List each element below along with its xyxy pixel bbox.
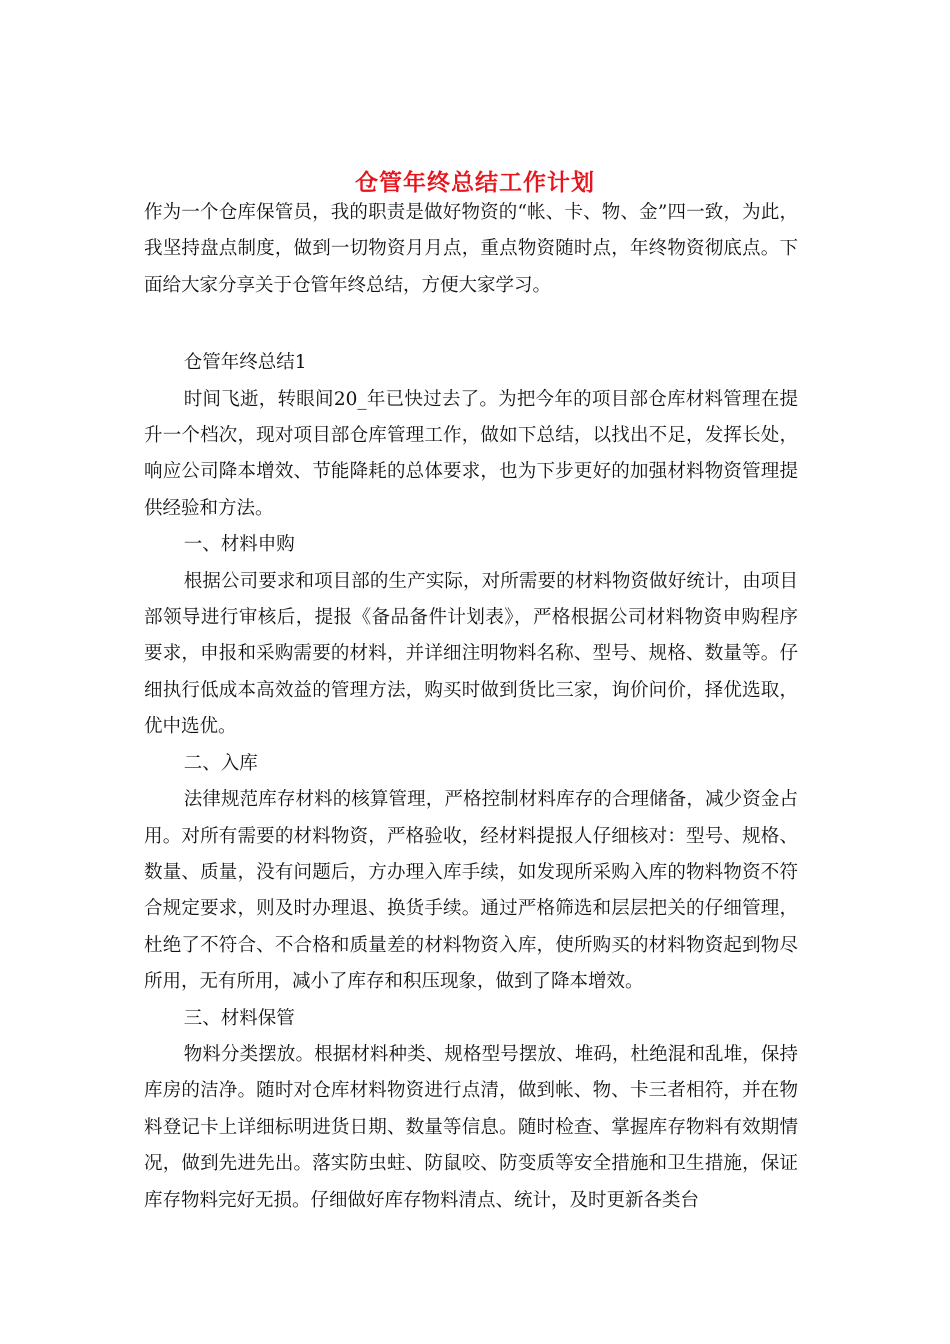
section-heading-storage: 三、材料保管: [183, 1007, 295, 1029]
document-body: [144, 195, 798, 1219]
section-heading-warehousing: 二、入库: [183, 752, 258, 774]
section-heading-purchase: 一、材料申购: [183, 534, 295, 556]
document-title: 仓管年终总结工作计划: [355, 169, 595, 197]
section-title: 仓管年终总结1: [183, 352, 307, 374]
section-body-purchase: 根据公司要求和项目部的生产实际，对所需要的材料物资做好统计，由项目部领导进行审核后，提报《备品备件计划表》，严格根据公司材料物资申购程序要求，申报和采购需要的材料，并详细注明物料名称、型号、规格、数量等。仔细执行低成本高效益的管理方法，购买时做到货比三家，询价问价，择优选取，优中选优。: [144, 570, 798, 738]
section-body-warehousing: 法律规范库存材料的核算管理，严格控制材料库存的合理储备，减少资金占用。对所有需要的材料物资，严格验收，经材料提报人仔细核对：型号、规格、数量、质量，没有问题后，方办理入库手续，如发现所采购入库的物料物资不符合规定要求，则及时办理退、换货手续。通过严格筛选和层层把关的仔细管理，杜绝了不符合、不合格和质量差的材料物资入库，使所购买的材料物资起到物尽所用，无有所用，减小了库存和积压现象，做到了降本增效。: [144, 789, 798, 993]
opening-paragraph: 时间飞逝，转眼间20_年已快过去了。为把今年的项目部仓库材料管理在提升一个档次，现对项目部仓库管理工作，做如下总结，以找出不足，发挥长处，响应公司降本增效、节能降耗的总体要求，也为下步更好的加强材料物资管理提供经验和方法。: [144, 388, 798, 519]
section-body-storage: 物料分类摆放。根据材料种类、规格型号摆放、堆码，杜绝混和乱堆，保持库房的洁净。随时对仓库材料物资进行点清，做到帐、物、卡三者相符，并在物料登记卡上详细标明进货日期、数量等信息。随时检查、掌握库存物料有效期情况，做到先进先出。落实防虫蛀、防鼠咬、防变质等安全措施和卫生措施，保证库存物料完好无损。仔细做好库存物料清点、统计，及时更新各类台: [144, 1043, 798, 1211]
intro-paragraph: 作为一个仓库保管员，我的职责是做好物资的“帐、卡、物、金”四一致，为此，我坚持盘点制度，做到一切物资月月点，重点物资随时点，年终物资彻底点。下面给大家分享关于仓管年终总结，方便大家学习。: [144, 202, 798, 296]
